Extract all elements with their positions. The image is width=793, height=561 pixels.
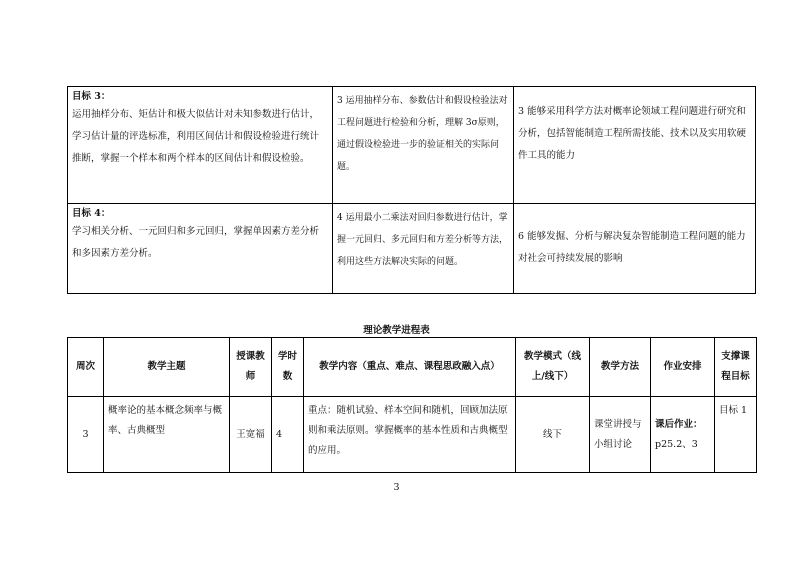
goal-title: 目标 4：: [72, 208, 111, 220]
row-homework: [651, 397, 715, 473]
goal-content: 运用抽样分布、矩估计和极大似估计对未知参数进行估计，学习估计量的评选标准，利用区间估计和假设检验进行统计推断，掌握一个样本和两个样本的区间估计和假设检验。: [72, 109, 320, 164]
row-topic: 概率论的基本概念频率与概率、古典概型: [104, 397, 230, 473]
goal-content-cell: [68, 204, 333, 294]
goal-ability: 3 能够采用科学方法对概率论领域工程问题进行研究和分析，包括智能制造工程所需技能、技术以及实用软硬件工具的能力: [518, 106, 747, 161]
homework-label: 课后作业：: [655, 418, 703, 430]
goal-ability-cell: [514, 204, 756, 294]
row-hours: 4: [272, 397, 304, 473]
header-topic: 教学主题: [104, 338, 230, 397]
row-content: 重点：随机试验、样本空间和随机，回顾加法原则和乘法原则。掌握概率的基本性质和古典概型的应用。: [304, 397, 516, 473]
row-method: 课堂讲授与小组讨论: [590, 397, 651, 473]
header-mode: 教学模式（线上/线下）: [516, 338, 590, 397]
header-week: 周次: [68, 338, 104, 397]
goal-requirement-cell: [333, 87, 514, 204]
row-mode: 线下: [516, 397, 590, 473]
row-teacher: 王宽福: [230, 397, 272, 473]
schedule-header-row: [68, 338, 757, 397]
goal-content: 学习相关分析、一元回归和多元回归，掌握单因素方差分析和多因素方差分析。: [72, 226, 320, 260]
goal-requirement: 4 运用最小二乘法对回归参数进行估计，掌握一元回归、多元回归和方差分析等方法，利用这些方法解决实际的问题。: [337, 213, 509, 268]
page-number: 3: [393, 482, 400, 493]
schedule-row: [68, 397, 757, 473]
header-homework: 作业安排: [651, 338, 715, 397]
course-goals-table: [67, 86, 756, 294]
header-hours: 学时数: [272, 338, 304, 397]
row-goal: 目标 1: [715, 397, 757, 473]
header-method: 教学方法: [590, 338, 651, 397]
teaching-schedule-table: [67, 337, 757, 473]
goal-row-3: [68, 87, 756, 204]
goal-requirement: 3 运用抽样分布、参数估计和假设检验法对工程问题进行检验和分析，理解 3σ原则，通过假设检验进一步的验证相关的实际问题。: [337, 96, 508, 172]
goal-requirement-cell: [333, 204, 514, 294]
header-teacher: 授课教师: [230, 338, 272, 397]
row-week: 3: [68, 397, 104, 473]
homework-value: p25.2、3: [655, 438, 698, 450]
goal-title: 目标 3：: [72, 91, 111, 102]
goal-ability-cell: [514, 87, 756, 204]
goal-content-cell: [68, 87, 333, 204]
header-content: 教学内容（重点、难点、课程思政融入点）: [304, 338, 516, 397]
goal-row-4: [68, 204, 756, 294]
goal-ability: 6 能够发掘、分析与解决复杂智能制造工程问题的能力对社会可持续发展的影响: [518, 231, 746, 265]
schedule-caption: 理论教学进程表: [363, 325, 430, 336]
header-goal: 支撑课程目标: [715, 338, 757, 397]
